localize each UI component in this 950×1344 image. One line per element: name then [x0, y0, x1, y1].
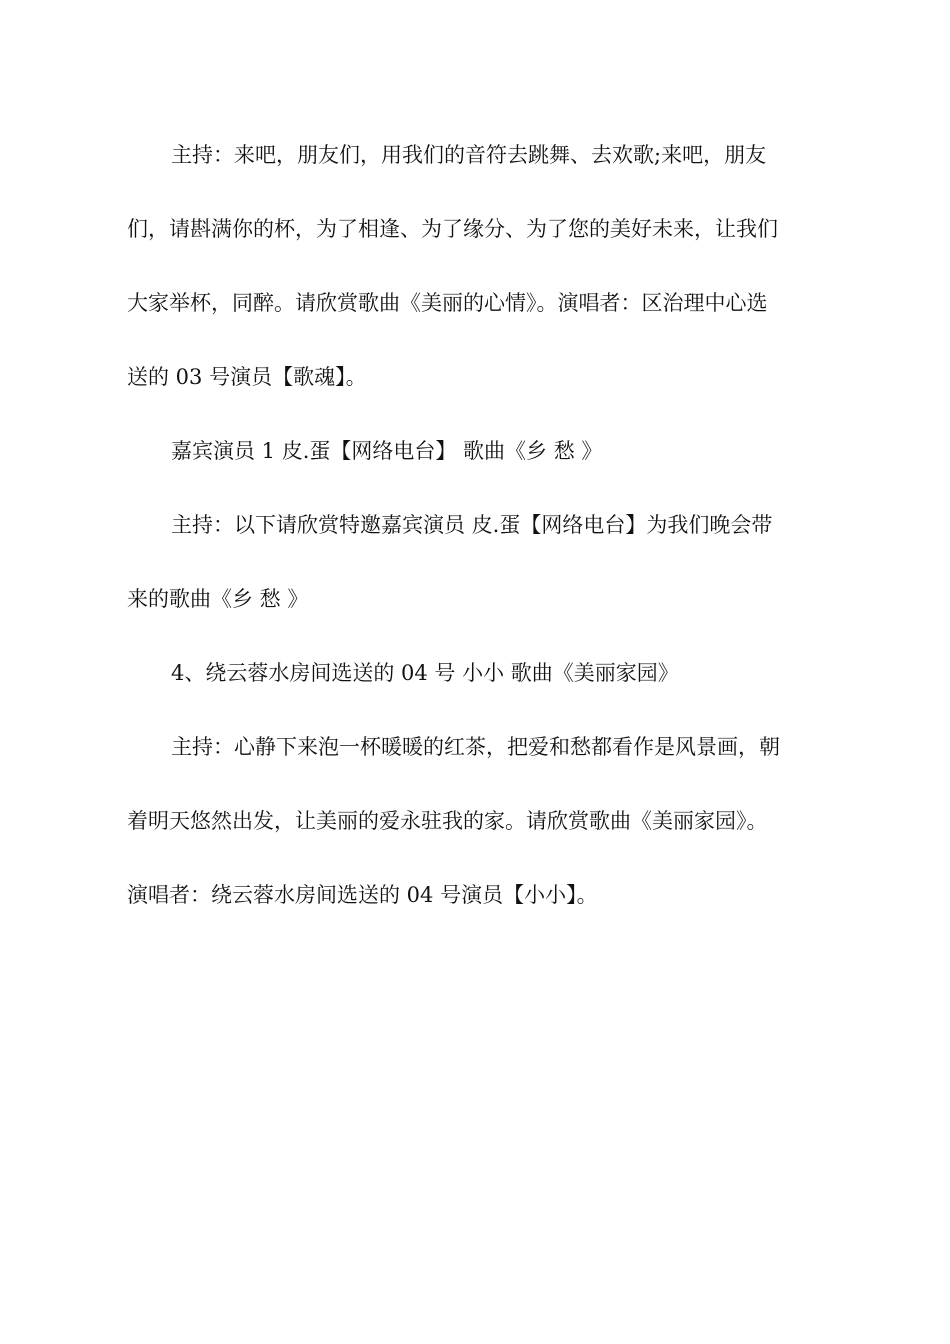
text-line: 主持：心静下来泡一杯暖暖的红茶，把爱和愁都看作是风景画，朝 — [171, 735, 780, 759]
text-line: 来的歌曲《乡 愁 》 — [127, 587, 309, 611]
paragraph-host-item-4 — [127, 710, 827, 932]
text-line: 大家举杯，同醉。请欣赏歌曲《美丽的心情》。演唱者：区治理中心选 — [127, 291, 768, 315]
text-line: 们，请斟满你的杯，为了相逢、为了缘分、为了您的美好未来，让我们 — [127, 217, 778, 241]
text-line: 嘉宾演员 1 皮.蛋【网络电台】 歌曲《乡 愁 》 — [171, 439, 603, 463]
text-line: 主持：来吧，朋友们，用我们的音符去跳舞、去欢歌;来吧，朋友 — [171, 143, 767, 167]
text-line: 主持：以下请欣赏特邀嘉宾演员 皮.蛋【网络电台】为我们晚会带 — [171, 513, 773, 537]
document-body — [127, 118, 827, 932]
paragraph-program-item-4 — [127, 636, 827, 710]
text-line: 送的 03 号演员【歌魂】。 — [127, 365, 367, 389]
text-line: 4、绕云蓉水房间选送的 04 号 小小 歌曲《美丽家园》 — [171, 661, 679, 685]
text-line: 演唱者：绕云蓉水房间选送的 04 号演员【小小】。 — [127, 883, 598, 907]
text-line: 着明天悠然出发，让美丽的爱永驻我的家。请欣赏歌曲《美丽家园》。 — [127, 809, 768, 833]
paragraph-host-intro — [127, 118, 827, 414]
paragraph-guest-performer — [127, 414, 827, 488]
paragraph-host-guest-intro — [127, 488, 827, 636]
